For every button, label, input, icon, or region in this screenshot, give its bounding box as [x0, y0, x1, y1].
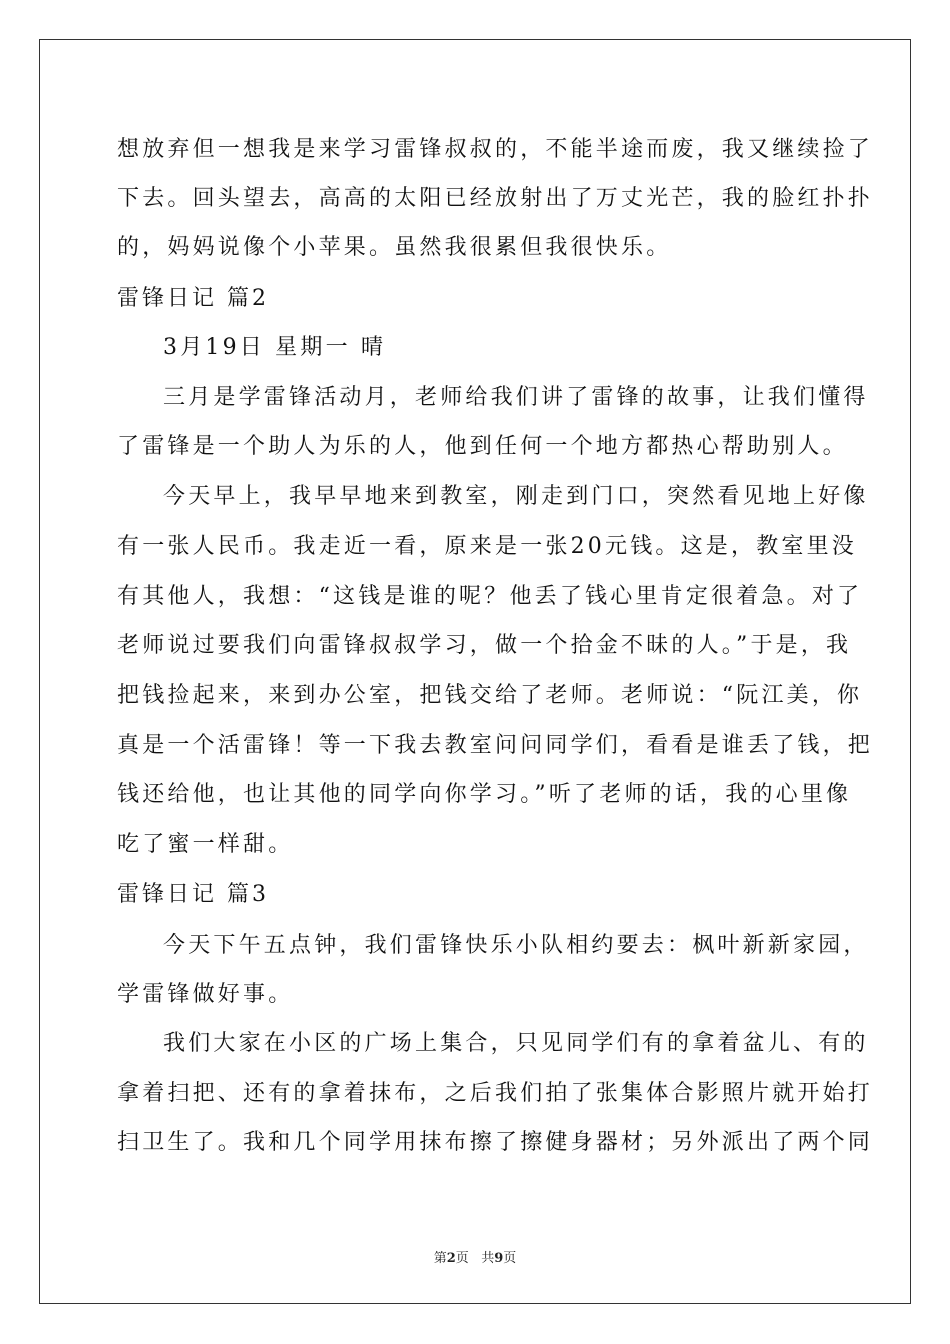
paragraph-line: 有一张人民币。我走近一看，原来是一张20元钱。这是，教室里没	[117, 534, 857, 559]
paragraph-line: 了雷锋是一个助人为乐的人，他到任何一个地方都热心帮助别人。	[117, 434, 848, 459]
paragraph-line: 有其他人，我想：“这钱是谁的呢？他丢了钱心里肯定很着急。对了	[117, 584, 863, 609]
paragraph-line: 真是一个活雷锋！等一下我去教室问问同学们，看看是谁丢了钱，把	[117, 733, 874, 758]
paragraph-line: 老师说过要我们向雷锋叔叔学习，做一个拾金不昧的人。”于是，我	[117, 633, 852, 658]
total-suffix: 页	[503, 1251, 517, 1266]
section-heading: 雷锋日记 篇2	[117, 286, 269, 311]
paragraph-line: 我们大家在小区的广场上集合，只见同学们有的拿着盆儿、有的	[163, 1031, 869, 1056]
page-current: 2	[446, 1251, 456, 1266]
total-indicator	[481, 1251, 516, 1266]
paragraph-line: 下去。回头望去，高高的太阳已经放射出了万丈光芒，我的脸红扑扑	[117, 186, 874, 211]
page-prefix: 第	[433, 1251, 447, 1266]
paragraph-line: 学雷锋做好事。	[117, 982, 294, 1007]
paragraph-line: 扫卫生了。我和几个同学用抹布擦了擦健身器材；另外派出了两个同	[117, 1130, 874, 1155]
paragraph-line: 钱还给他，也让其他的同学向你学习。”听了老师的话，我的心里像	[117, 782, 852, 807]
section-heading: 雷锋日记 篇3	[117, 882, 269, 907]
total-pages: 9	[494, 1251, 504, 1266]
paragraph-line: 想放弃但一想我是来学习雷锋叔叔的，不能半途而废，我又继续捡了	[117, 137, 874, 162]
total-prefix: 共	[481, 1251, 495, 1266]
paragraph-line: 吃了蜜一样甜。	[117, 832, 294, 857]
paragraph-line: 三月是学雷锋活动月，老师给我们讲了雷锋的故事，让我们懂得	[163, 385, 869, 410]
paragraph-line: 拿着扫把、还有的拿着抹布，之后我们拍了张集体合影照片就开始打	[117, 1081, 874, 1106]
diary-date-line: 3月19日 星期一 晴	[163, 335, 387, 360]
page-footer	[0, 1247, 950, 1266]
paragraph-line: 的，妈妈说像个小苹果。虽然我很累但我很快乐。	[117, 235, 672, 260]
page-indicator	[434, 1251, 469, 1266]
page-suffix: 页	[455, 1251, 469, 1266]
paragraph-line: 今天下午五点钟，我们雷锋快乐小队相约要去：枫叶新新家园，	[163, 933, 869, 958]
page-border	[39, 39, 911, 1304]
paragraph-line: 今天早上，我早早地来到教室，刚走到门口，突然看见地上好像	[163, 484, 869, 509]
paragraph-line: 把钱捡起来，来到办公室，把钱交给了老师。老师说：“阮江美，你	[117, 683, 863, 708]
